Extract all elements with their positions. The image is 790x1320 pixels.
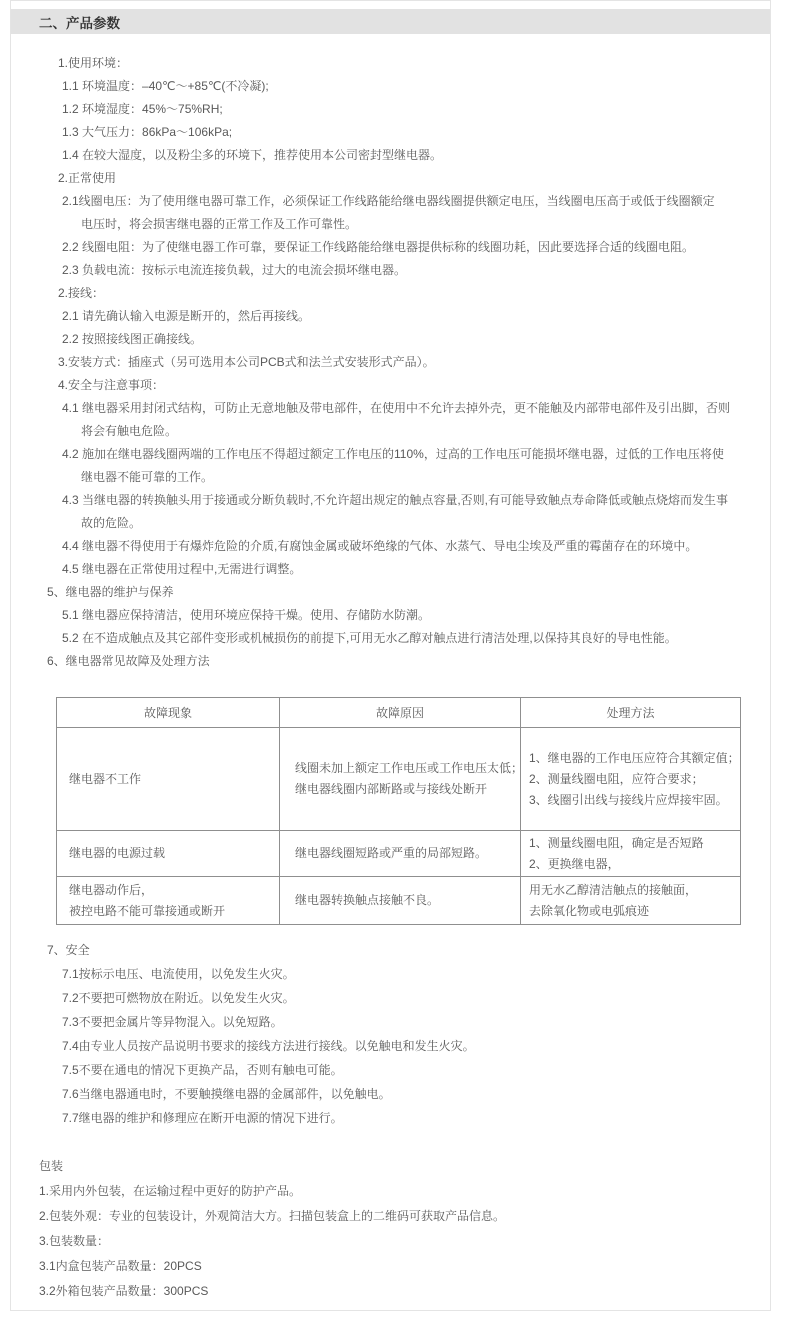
table-row (57, 876, 740, 924)
text-line: 2.包装外观：专业的包装设计，外观简洁大方。扫描包装盒上的二维码可获取产品信息。 (39, 1209, 506, 1223)
text-line: 2.3 负载电流：按标示电流连接负载，过大的电流会损坏继电器。 (62, 263, 407, 277)
text-line: 4.3 当继电器的转换触头用于接通或分断负载时,不允许超出规定的触点容量,否则,有可能导致触点寿命降低或触点烧熔而发生事 (62, 493, 729, 507)
section-header-bar (11, 9, 770, 34)
cell-line: 用无水乙醇清洁触点的接触面， (529, 882, 698, 897)
text-line: 3.安装方式：插座式（另可选用本公司PCB式和法兰式安装形式产品）。 (58, 355, 435, 369)
table-cell (520, 728, 740, 830)
text-line: 2.正常使用 (58, 171, 117, 185)
text-line: 继电器不能可靠的工作。 (81, 470, 214, 484)
text-line: 3.2外箱包装产品数量：300PCS (39, 1284, 209, 1298)
cell-line: 被控电路不能可靠接通或断开 (69, 903, 226, 918)
fault-table (56, 697, 741, 925)
text-line: 4.安全与注意事项： (58, 378, 165, 392)
cell-line: 继电器不工作 (69, 771, 142, 786)
table-cell (520, 831, 740, 876)
text-line: 5.1 继电器应保持清洁，使用环境应保持干燥。使用、存储防水防潮。 (62, 608, 431, 622)
cell-line: 2、更换继电器， (529, 856, 620, 871)
text-line: 包装 (39, 1159, 64, 1173)
section-title: 二、产品参数 (39, 15, 120, 31)
table-header-cell: 故障现象 (143, 706, 192, 720)
table-cell (57, 728, 279, 830)
text-line: 4.1 继电器采用封闭式结构，可防止无意地触及带电部件，在使用中不允许去掉外壳，更不能触及内部带电部件及引出脚，否则 (62, 401, 731, 415)
text-line: 7.1按标示电压、电流使用，以免发生火灾。 (62, 967, 295, 981)
table-cell (279, 728, 524, 830)
text-line: 4.2 施加在继电器线圈两端的工作电压不得超过额定工作电压的110%，过高的工作电压可能损坏继电器，过低的工作电压将使 (62, 447, 724, 461)
text-line: 故的危险。 (81, 516, 142, 530)
cell-line: 继电器线圈短路或严重的局部短路。 (295, 846, 488, 860)
cell-line: 继电器动作后， (69, 882, 154, 897)
table-header-cell: 故障原因 (279, 698, 520, 727)
text-line: 7.7继电器的维护和修理应在断开电源的情况下进行。 (62, 1111, 343, 1125)
text-line: 2.2 按照接线图正确接线。 (62, 332, 203, 346)
text-line: 3.包装数量： (39, 1234, 110, 1248)
cell-line: 1、继电器的工作电压应符合其额定值； (529, 750, 740, 765)
cell-line: 继电器线圈内部断路或与接线处断开 (295, 782, 488, 796)
text-line: 1.3 大气压力：86kPa～106kPa; (62, 125, 233, 139)
text-line: 1.2 环境湿度：45%～75%RH; (62, 102, 223, 116)
text-line: 7.5不要在通电的情况下更换产品，否则有触电可能。 (62, 1063, 343, 1077)
text-line: 7.4由专业人员按产品说明书要求的接线方法进行接线。以免触电和发生火灾。 (62, 1039, 475, 1053)
text-line: 5.2 在不造成触点及其它部件变形或机械损伤的前提下,可用无水乙醇对触点进行清洁处理,以保持其良好的导电性能。 (62, 631, 677, 645)
table-cell (57, 831, 279, 876)
text-line: 3.1内盒包装产品数量：20PCS (39, 1259, 202, 1273)
text-line: 1.采用内外包装，在运输过程中更好的防护产品。 (39, 1184, 302, 1198)
cell-line: 继电器转换触点接触不良。 (295, 893, 440, 907)
table-cell (520, 877, 740, 924)
text-line: 1.1 环境温度：–40℃～+85℃(不冷凝); (62, 79, 269, 93)
table-cell (279, 831, 520, 876)
text-line: 2.接线： (58, 286, 105, 300)
text-line: 6、继电器常见故障及处理方法 (47, 654, 210, 668)
text-line: 2.1 请先确认输入电源是断开的，然后再接线。 (62, 309, 311, 323)
cell-line: 继电器的电源过载 (69, 846, 166, 860)
text-line: 2.1线圈电压：为了使用继电器可靠工作，必须保证工作线路能给继电器线圈提供额定电压，当线圈电压高于或低于线圈额定 (62, 194, 715, 208)
table-cell (279, 877, 520, 924)
text-line: 7.6当继电器通电时，不要触摸继电器的金属部件，以免触电。 (62, 1087, 391, 1101)
table-row (57, 727, 740, 830)
text-line: 1.使用环境： (58, 56, 129, 70)
cell-line: 2、测量线圈电阻，应符合要求； (529, 771, 704, 786)
text-line: 7.2不要把可燃物放在附近。以免发生火灾。 (62, 991, 295, 1005)
text-line: 4.4 继电器不得使用于有爆炸危险的介质,有腐蚀金属或破坏绝缘的气体、水蒸气、导电尘埃及严重的霉菌存在的环境中。 (62, 539, 698, 553)
text-line: 1.4 在较大湿度，以及粉尘多的环境下，推荐使用本公司密封型继电器。 (62, 148, 443, 162)
cell-line: 线圈未加上额定工作电压或工作电压太低； (295, 761, 524, 775)
text-line: 7、安全 (47, 943, 90, 957)
content-card (10, 0, 771, 1311)
cell-line: 3、线圈引出线与接线片应焊接牢固。 (529, 792, 728, 807)
cell-line: 去除氧化物或电弧痕迹 (529, 903, 650, 918)
text-line: 5、继电器的维护与保养 (47, 585, 174, 599)
text-line: 电压时，将会损害继电器的正常工作及工作可靠性。 (81, 217, 358, 231)
table-row (57, 830, 740, 876)
packaging-section (11, 1154, 770, 1310)
text-line: 2.2 线圈电阻：为了使继电器工作可靠，要保证工作线路能给继电器提供标称的线圈功耗，因此要选择合适的线圈电阻。 (62, 240, 695, 254)
table-header-cell: 处理方法 (520, 698, 740, 727)
text-line: 将会有触电危险。 (81, 424, 178, 438)
table-header-row (57, 698, 740, 727)
text-line: 4.5 继电器在正常使用过程中,无需进行调整。 (62, 562, 302, 576)
document-body (11, 52, 770, 1310)
cell-line: 1、测量线圈电阻，确定是否短路 (529, 835, 704, 850)
table-cell (57, 877, 279, 924)
text-line: 7.3不要把金属片等异物混入。以免短路。 (62, 1015, 283, 1029)
safety-section (11, 938, 770, 1130)
